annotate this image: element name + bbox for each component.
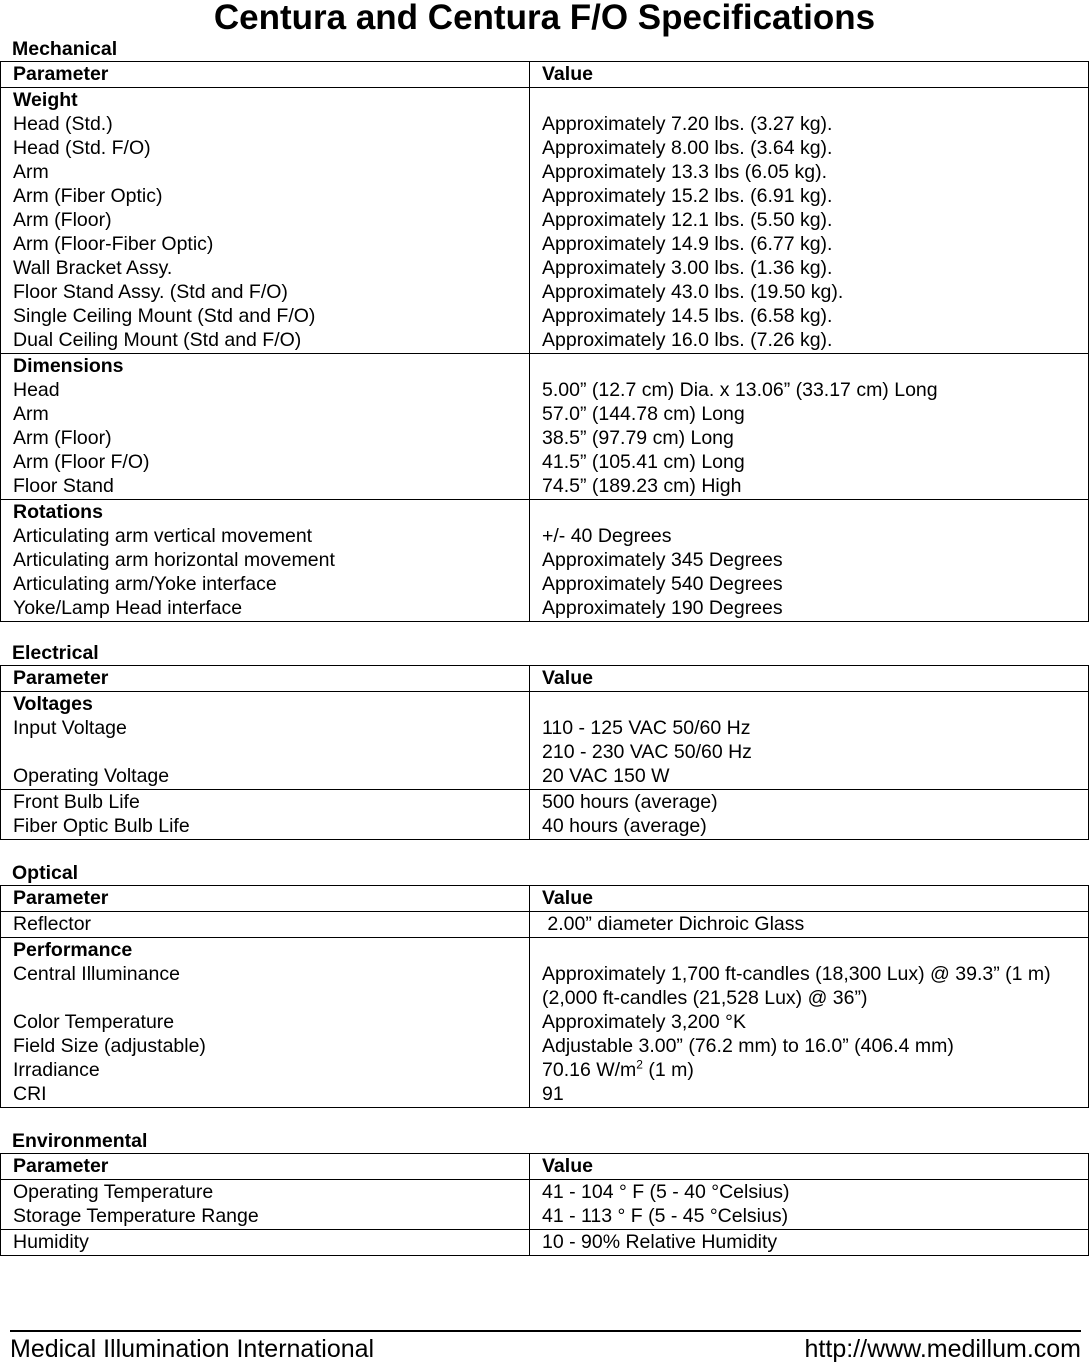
- value: Approximately 345 Degrees: [542, 549, 783, 571]
- value: 110 - 125 VAC 50/60 Hz: [542, 717, 751, 739]
- value: 41 - 113 ° F (5 - 45 °Celsius): [542, 1205, 789, 1227]
- param: Input Voltage: [13, 717, 127, 739]
- param: Single Ceiling Mount (Std and F/O): [13, 305, 316, 327]
- company-name: Medical Illumination International: [10, 1335, 375, 1363]
- value: Approximately 1,700 ft-candles (18,300 Lux) @ 39.3” (1 m) (2,000 ft-candles (21,528 Lux) @ 36”): [542, 963, 1051, 1009]
- value: Adjustable 3.00” (76.2 mm) to 16.0” (406.4 mm): [542, 1035, 954, 1057]
- param: Arm: [13, 161, 49, 183]
- website-url[interactable]: http://www.medillum.com: [804, 1335, 1081, 1363]
- parameter-header: Parameter: [1, 886, 530, 912]
- param: Storage Temperature Range: [13, 1205, 259, 1227]
- environmental-table: [0, 1153, 1089, 1256]
- value-header: Value: [530, 886, 1089, 912]
- voltages-params: [1, 692, 530, 790]
- group-heading: Voltages: [13, 693, 93, 715]
- param: Floor Stand Assy. (Std and F/O): [13, 281, 288, 303]
- mechanical-section: [0, 37, 1089, 622]
- rotations-values: [530, 500, 1089, 622]
- value: Approximately 14.9 lbs. (6.77 kg).: [542, 233, 833, 255]
- weight-values: [530, 88, 1089, 354]
- temp-params: [1, 1180, 530, 1230]
- bulbs-params: [1, 790, 530, 840]
- value: Approximately 3,200 °K: [542, 1011, 746, 1033]
- value-header: Value: [530, 666, 1089, 692]
- param: Central Illuminance: [13, 963, 180, 985]
- performance-params: [1, 938, 530, 1108]
- section-title: Electrical: [12, 642, 99, 664]
- table-header-row: [1, 666, 1089, 692]
- table-row: [1, 354, 1089, 500]
- value: 74.5” (189.23 cm) High: [542, 475, 742, 497]
- humidity-value: 10 - 90% Relative Humidity: [530, 1230, 1089, 1256]
- param: Arm (Floor F/O): [13, 451, 150, 473]
- value: Approximately 16.0 lbs. (7.26 kg).: [542, 329, 833, 351]
- value: 500 hours (average): [542, 791, 718, 813]
- value-header: Value: [530, 1154, 1089, 1180]
- param: Wall Bracket Assy.: [13, 257, 173, 279]
- param: Field Size (adjustable): [13, 1035, 206, 1057]
- rotations-params: [1, 500, 530, 622]
- section-title: Mechanical: [12, 38, 118, 60]
- value: 57.0” (144.78 cm) Long: [542, 403, 745, 425]
- value: 210 - 230 VAC 50/60 Hz: [542, 741, 752, 763]
- table-header-row: [1, 886, 1089, 912]
- electrical-table: [0, 665, 1089, 840]
- group-heading: Rotations: [13, 501, 103, 523]
- value: 40 hours (average): [542, 815, 707, 837]
- page-title: Centura and Centura F/O Specifications: [213, 0, 876, 37]
- section-title: Environmental: [12, 1130, 148, 1152]
- table-row: [1, 500, 1089, 622]
- param: Operating Temperature: [13, 1181, 214, 1203]
- value: Approximately 13.3 lbs (6.05 kg).: [542, 161, 828, 183]
- value: 20 VAC 150 W: [542, 765, 670, 787]
- group-heading: Performance: [13, 939, 133, 961]
- param: Color Temperature: [13, 1011, 175, 1033]
- table-row: [1, 1230, 1089, 1256]
- group-heading: Weight: [13, 89, 78, 111]
- section-title: Optical: [12, 862, 79, 884]
- param: Irradiance: [13, 1059, 100, 1081]
- optical-table: [0, 885, 1089, 1108]
- dimensions-params: [1, 354, 530, 500]
- weight-params: [1, 88, 530, 354]
- table-row: [1, 938, 1089, 1108]
- reflector-param: Reflector: [1, 912, 530, 938]
- param: Articulating arm horizontal movement: [13, 549, 335, 571]
- value: 41.5” (105.41 cm) Long: [542, 451, 745, 473]
- param: Fiber Optic Bulb Life: [13, 815, 190, 837]
- parameter-header: Parameter: [1, 666, 530, 692]
- param: CRI: [13, 1083, 47, 1105]
- dimensions-values: [530, 354, 1089, 500]
- value: Approximately 12.1 lbs. (5.50 kg).: [542, 209, 833, 231]
- param: Articulating arm vertical movement: [13, 525, 313, 547]
- table-row: [1, 1180, 1089, 1230]
- param: Arm (Floor-Fiber Optic): [13, 233, 214, 255]
- param: Floor Stand: [13, 475, 114, 497]
- humidity-param: Humidity: [1, 1230, 530, 1256]
- value: +/- 40 Degrees: [542, 525, 672, 547]
- value: Approximately 8.00 lbs. (3.64 kg).: [542, 137, 833, 159]
- value: 5.00” (12.7 cm) Dia. x 13.06” (33.17 cm) Long: [542, 379, 938, 401]
- param: Front Bulb Life: [13, 791, 140, 813]
- param: Arm: [13, 403, 49, 425]
- value: 41 - 104 ° F (5 - 40 °Celsius): [542, 1181, 790, 1203]
- value: Approximately 7.20 lbs. (3.27 kg).: [542, 113, 833, 135]
- reflector-value: 2.00” diameter Dichroic Glass: [530, 912, 1089, 938]
- temp-values: [530, 1180, 1089, 1230]
- value: 38.5” (97.79 cm) Long: [542, 427, 734, 449]
- param: Articulating arm/Yoke interface: [13, 573, 277, 595]
- param: Operating Voltage: [13, 765, 170, 787]
- table-row: [1, 912, 1089, 938]
- mechanical-table: [0, 61, 1089, 622]
- value: Approximately 540 Degrees: [542, 573, 783, 595]
- param: Arm (Fiber Optic): [13, 185, 163, 207]
- param: Yoke/Lamp Head interface: [13, 597, 243, 619]
- table-header-row: [1, 1154, 1089, 1180]
- value: Approximately 3.00 lbs. (1.36 kg).: [542, 257, 833, 279]
- table-header-row: [1, 62, 1089, 88]
- optical-section: [0, 861, 1089, 1108]
- param: Head: [13, 379, 60, 401]
- value: Approximately 15.2 lbs. (6.91 kg).: [542, 185, 833, 207]
- table-row: [1, 88, 1089, 354]
- table-row: [1, 692, 1089, 790]
- param: Head (Std.): [13, 113, 113, 135]
- environmental-section: [0, 1129, 1089, 1256]
- param: Head (Std. F/O): [13, 137, 151, 159]
- param: Arm (Floor): [13, 209, 112, 231]
- performance-values: [530, 938, 1089, 1108]
- parameter-header: Parameter: [1, 62, 530, 88]
- value-header: Value: [530, 62, 1089, 88]
- bulbs-values: [530, 790, 1089, 840]
- table-row: [1, 790, 1089, 840]
- irradiance-value: 70.16 $W/m^2$ (1 m): [542, 1057, 694, 1081]
- value: Approximately 190 Degrees: [542, 597, 783, 619]
- voltages-values: [530, 692, 1089, 790]
- param: Dual Ceiling Mount (Std and F/O): [13, 329, 302, 351]
- electrical-section: [0, 641, 1089, 840]
- parameter-header: Parameter: [1, 1154, 530, 1180]
- group-heading: Dimensions: [13, 355, 124, 377]
- value: 91: [542, 1083, 564, 1105]
- value: Approximately 14.5 lbs. (6.58 kg).: [542, 305, 833, 327]
- page-footer: [10, 1330, 1081, 1366]
- value: Approximately 43.0 lbs. (19.50 kg).: [542, 281, 844, 303]
- param: Arm (Floor): [13, 427, 112, 449]
- param: [13, 740, 529, 764]
